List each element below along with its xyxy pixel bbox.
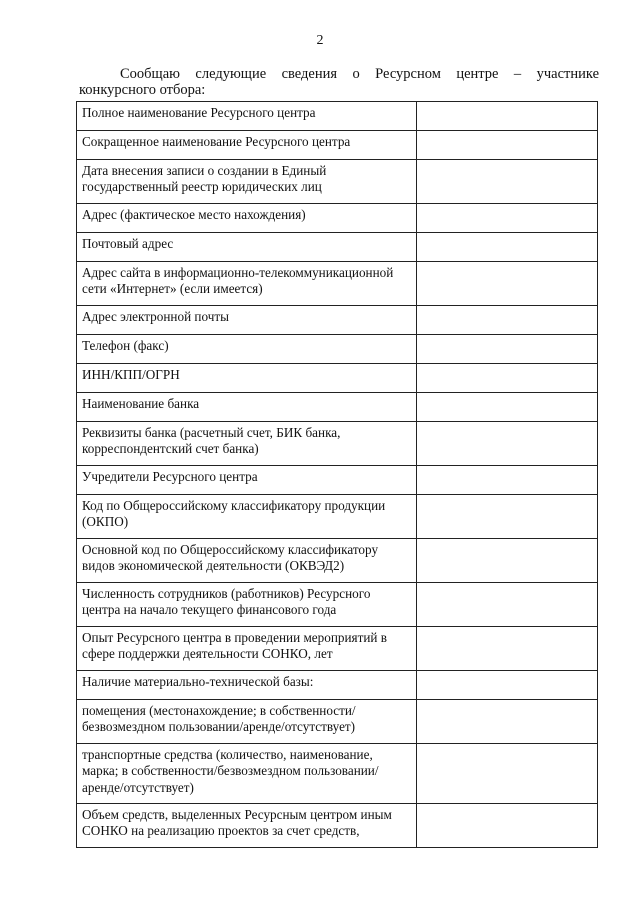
table-row	[77, 627, 598, 671]
table-row	[77, 700, 598, 744]
row-value-cell[interactable]	[417, 583, 598, 627]
table-row	[77, 495, 598, 539]
row-value-cell[interactable]	[417, 422, 598, 466]
row-label: Адрес сайта в информационно-телекоммуникационной сети «Интернет» (если имеется)	[77, 262, 417, 306]
table-row	[77, 422, 598, 466]
table-row	[77, 233, 598, 262]
table-row	[77, 131, 598, 160]
table-row	[77, 102, 598, 131]
table-row	[77, 744, 598, 804]
row-value-cell[interactable]	[417, 393, 598, 422]
row-value-cell[interactable]	[417, 495, 598, 539]
row-label: Адрес электронной почты	[77, 306, 417, 335]
row-label: Объем средств, выделенных Ресурсным центром иным СОНКО на реализацию проектов за счет средств,	[77, 804, 417, 848]
row-value-cell[interactable]	[417, 335, 598, 364]
row-value-cell[interactable]	[417, 306, 598, 335]
intro-line-2: конкурсного отбора:	[79, 82, 206, 98]
table-row	[77, 539, 598, 583]
table-row	[77, 466, 598, 495]
intro-paragraph	[79, 66, 599, 98]
row-label: Учредители Ресурсного центра	[77, 466, 417, 495]
row-label: Численность сотрудников (работников) Ресурсного центра на начало текущего финансового года	[77, 583, 417, 627]
table-row	[77, 306, 598, 335]
row-value-cell[interactable]	[417, 102, 598, 131]
row-label: Почтовый адрес	[77, 233, 417, 262]
intro-line-1: Сообщаю следующие сведения о Ресурсном центре – участнике	[120, 66, 599, 82]
row-label: Код по Общероссийскому классификатору продукции (ОКПО)	[77, 495, 417, 539]
table-row	[77, 160, 598, 204]
table-row	[77, 804, 598, 848]
row-value-cell[interactable]	[417, 804, 598, 848]
table-row	[77, 262, 598, 306]
row-value-cell[interactable]	[417, 627, 598, 671]
row-label: транспортные средства (количество, наименование, марка; в собственности/безвозмездном пользовании/ аренде/отсутствует)	[77, 744, 417, 804]
table-row	[77, 204, 598, 233]
row-label: Наименование банка	[77, 393, 417, 422]
table-row	[77, 671, 598, 700]
row-value-cell[interactable]	[417, 744, 598, 804]
row-value-cell[interactable]	[417, 131, 598, 160]
table-body	[77, 102, 598, 848]
row-label: Телефон (факс)	[77, 335, 417, 364]
row-label: Основной код по Общероссийскому классификатору видов экономической деятельности (ОКВЭД2)	[77, 539, 417, 583]
row-value-cell[interactable]	[417, 233, 598, 262]
table-row	[77, 335, 598, 364]
resource-center-info-table	[76, 101, 598, 848]
row-label: Наличие материально-технической базы:	[77, 671, 417, 700]
page-number: 2	[316, 33, 324, 48]
row-value-cell[interactable]	[417, 700, 598, 744]
table-row	[77, 393, 598, 422]
row-value-cell[interactable]	[417, 539, 598, 583]
row-label: Реквизиты банка (расчетный счет, БИК банка, корреспондентский счет банка)	[77, 422, 417, 466]
row-label: ИНН/КПП/ОГРН	[77, 364, 417, 393]
row-value-cell[interactable]	[417, 466, 598, 495]
row-value-cell[interactable]	[417, 262, 598, 306]
row-label: Адрес (фактическое место нахождения)	[77, 204, 417, 233]
table-row	[77, 583, 598, 627]
row-label: Дата внесения записи о создании в Единый государственный реестр юридических лиц	[77, 160, 417, 204]
row-label: Сокращенное наименование Ресурсного центра	[77, 131, 417, 160]
table-row	[77, 364, 598, 393]
row-label: Опыт Ресурсного центра в проведении мероприятий в сфере поддержки деятельности СОНКО, лет	[77, 627, 417, 671]
row-label: Полное наименование Ресурсного центра	[77, 102, 417, 131]
row-value-cell[interactable]	[417, 671, 598, 700]
row-value-cell[interactable]	[417, 364, 598, 393]
row-value-cell[interactable]	[417, 204, 598, 233]
row-label: помещения (местонахождение; в собственности/ безвозмездном пользовании/аренде/отсутствует)	[77, 700, 417, 744]
row-value-cell[interactable]	[417, 160, 598, 204]
